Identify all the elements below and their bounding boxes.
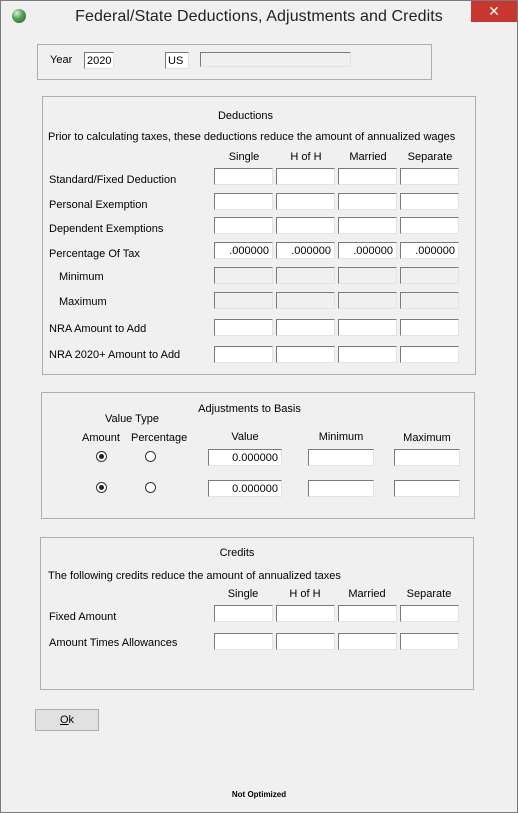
credits-description: The following credits reduce the amount of annualized taxes: [48, 570, 341, 582]
nra-amount-hofh-input[interactable]: [276, 319, 335, 336]
header-group: [37, 44, 432, 80]
minimum-single-field: [214, 267, 273, 284]
row-label-minimum: Minimum: [59, 271, 104, 283]
deductions-title: Deductions: [217, 110, 274, 122]
ok-button[interactable]: [35, 709, 99, 731]
row-label-percentage-of-tax: Percentage Of Tax: [49, 248, 140, 260]
ok-mnemonic: O: [59, 714, 69, 726]
maximum-single-field: [214, 292, 273, 309]
fixed-amount-single-input[interactable]: [214, 605, 273, 622]
value-column-label: Value: [231, 431, 259, 443]
credits-column-header-separate: Separate: [406, 588, 452, 600]
description-field: [200, 52, 351, 67]
maximum-hofh-field: [276, 292, 335, 309]
nra-2020-amount-single-input[interactable]: [214, 346, 273, 363]
value-type-label: Value Type: [104, 413, 160, 425]
standard-deduction-single-input[interactable]: [214, 168, 273, 185]
minimum-married-field: [338, 267, 397, 284]
nra-amount-married-input[interactable]: [338, 319, 397, 336]
nra-2020-amount-separate-input[interactable]: [400, 346, 459, 363]
percentage-of-tax-single-input[interactable]: .000000: [214, 242, 273, 259]
dependent-exemptions-separate-input[interactable]: [400, 217, 459, 234]
row-label-nra-2020-amount: NRA 2020+ Amount to Add: [49, 349, 181, 361]
row-label-personal-exemption: Personal Exemption: [49, 199, 148, 211]
minimum-hofh-field: [276, 267, 335, 284]
row-label-nra-amount: NRA Amount to Add: [49, 323, 147, 335]
row-label-standard-deduction: Standard/Fixed Deduction: [49, 174, 177, 186]
percentage-of-tax-married-input[interactable]: .000000: [338, 242, 397, 259]
column-header-single: Single: [228, 151, 260, 163]
adjustment-1-maximum-input[interactable]: [394, 449, 460, 466]
adjustment-2-percentage-radio[interactable]: [145, 482, 156, 493]
year-input[interactable]: 2020: [84, 52, 114, 69]
adjustment-2-value-input[interactable]: 0.000000: [208, 480, 282, 497]
amount-times-allowances-married-input[interactable]: [338, 633, 397, 650]
fixed-amount-married-input[interactable]: [338, 605, 397, 622]
fixed-amount-separate-input[interactable]: [400, 605, 459, 622]
row-label-dependent-exemptions: Dependent Exemptions: [49, 223, 164, 235]
adjustment-2-amount-radio[interactable]: [96, 482, 107, 493]
personal-exemption-single-input[interactable]: [214, 193, 273, 210]
window-title: Federal/State Deductions, Adjustments and Credits: [75, 8, 443, 25]
jurisdiction-input[interactable]: US: [165, 52, 189, 69]
credits-column-header-hofh: H of H: [289, 588, 321, 600]
column-header-separate: Separate: [407, 151, 453, 163]
deductions-group: [42, 96, 476, 375]
percentage-column-label: Percentage: [131, 432, 188, 444]
adjustment-1-percentage-radio[interactable]: [145, 451, 156, 462]
credits-group: [40, 537, 474, 690]
standard-deduction-married-input[interactable]: [338, 168, 397, 185]
dependent-exemptions-hofh-input[interactable]: [276, 217, 335, 234]
personal-exemption-separate-input[interactable]: [400, 193, 459, 210]
personal-exemption-married-input[interactable]: [338, 193, 397, 210]
nra-amount-single-input[interactable]: [214, 319, 273, 336]
credits-column-header-married: Married: [348, 588, 386, 600]
credits-column-header-single: Single: [227, 588, 259, 600]
close-button[interactable]: ✕: [471, 1, 517, 22]
percentage-of-tax-separate-input[interactable]: .000000: [400, 242, 459, 259]
year-label: Year: [50, 54, 73, 66]
standard-deduction-hofh-input[interactable]: [276, 168, 335, 185]
adjustment-1-amount-radio[interactable]: [96, 451, 107, 462]
ok-label-rest: k: [68, 714, 75, 726]
fixed-amount-hofh-input[interactable]: [276, 605, 335, 622]
nra-amount-separate-input[interactable]: [400, 319, 459, 336]
amount-column-label: Amount: [82, 432, 120, 444]
title-bar: [1, 1, 517, 33]
personal-exemption-hofh-input[interactable]: [276, 193, 335, 210]
nra-2020-amount-married-input[interactable]: [338, 346, 397, 363]
adjustments-group: [41, 392, 475, 519]
percentage-of-tax-hofh-input[interactable]: .000000: [276, 242, 335, 259]
deductions-description: Prior to calculating taxes, these deductions reduce the amount of annualized wages: [48, 131, 456, 143]
adjustment-2-minimum-input[interactable]: [308, 480, 374, 497]
adjustment-1-value-input[interactable]: 0.000000: [208, 449, 282, 466]
amount-times-allowances-separate-input[interactable]: [400, 633, 459, 650]
row-label-amount-times-allowances: Amount Times Allowances: [49, 637, 178, 649]
minimum-column-label: Minimum: [318, 431, 364, 443]
maximum-separate-field: [400, 292, 459, 309]
amount-times-allowances-hofh-input[interactable]: [276, 633, 335, 650]
nra-2020-amount-hofh-input[interactable]: [276, 346, 335, 363]
amount-times-allowances-single-input[interactable]: [214, 633, 273, 650]
maximum-married-field: [338, 292, 397, 309]
minimum-separate-field: [400, 267, 459, 284]
column-header-married: Married: [349, 151, 387, 163]
row-label-maximum: Maximum: [59, 296, 107, 308]
standard-deduction-separate-input[interactable]: [400, 168, 459, 185]
maximum-column-label: Maximum: [403, 432, 451, 444]
dialog-client: [9, 33, 509, 804]
adjustment-2-maximum-input[interactable]: [394, 480, 460, 497]
column-header-hofh: H of H: [290, 151, 322, 163]
row-label-fixed-amount: Fixed Amount: [49, 611, 117, 623]
adjustments-title: Adjustments to Basis: [198, 403, 301, 415]
optimization-status: Not Optimized: [231, 790, 287, 799]
dependent-exemptions-married-input[interactable]: [338, 217, 397, 234]
adjustment-1-minimum-input[interactable]: [308, 449, 374, 466]
credits-title: Credits: [219, 547, 255, 559]
dependent-exemptions-single-input[interactable]: [214, 217, 273, 234]
